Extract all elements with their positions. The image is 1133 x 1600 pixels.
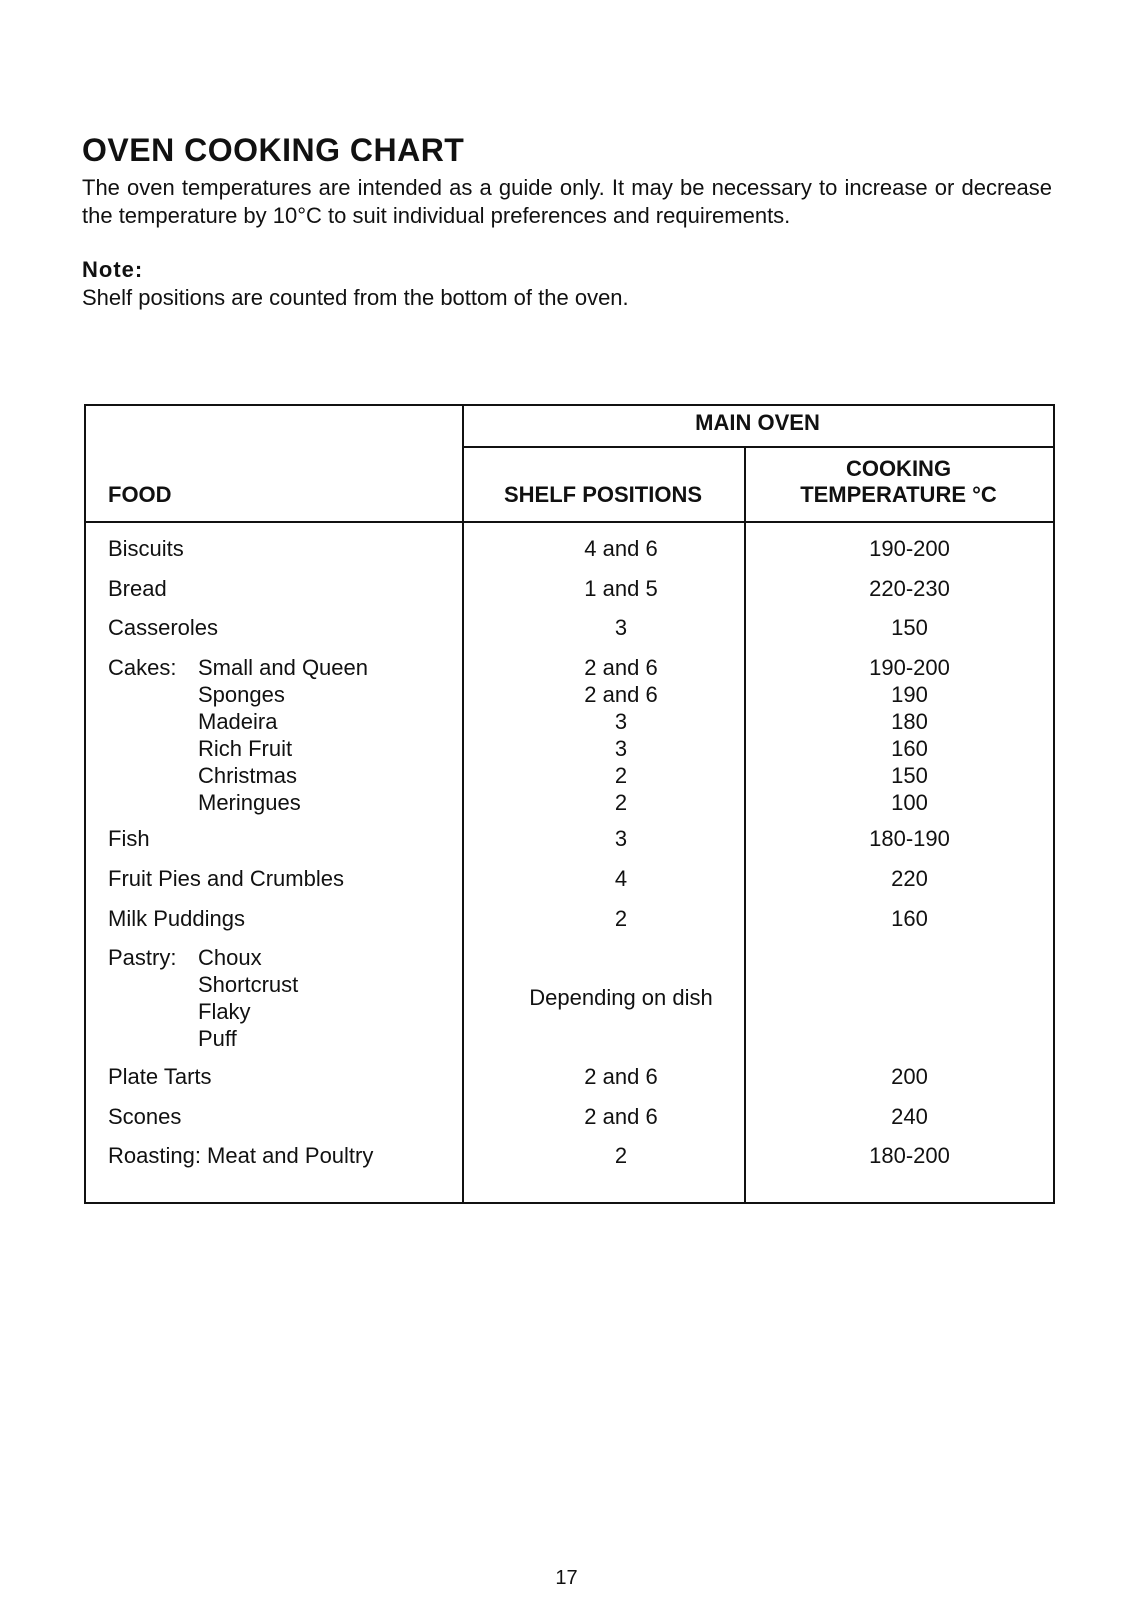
food-cell	[108, 825, 468, 852]
page-number: 17	[555, 1567, 578, 1589]
group-label: Cakes:	[108, 654, 177, 680]
temperature-value: 180-190	[869, 826, 950, 852]
temperature-cell	[766, 535, 1053, 562]
food-name: Sponges	[198, 681, 285, 707]
temperature-value: 180	[891, 708, 928, 734]
food-name: Casseroles	[108, 615, 219, 641]
temperature-cell	[766, 575, 1053, 602]
food-name: Shortcrust	[198, 972, 299, 998]
shelf-value: 2 and 6	[584, 654, 658, 680]
shelf-cell	[476, 654, 766, 816]
food-name: Biscuits	[108, 536, 184, 561]
intro-paragraph: The oven temperatures are intended as a guide only. It may be necessary to increase or decrease the temperature by 10°C to suit individual preferences and requirements.	[82, 175, 1052, 228]
temperature-value: 150	[891, 615, 928, 641]
shelf-cell	[476, 1142, 766, 1169]
temperature-cell	[766, 1063, 1053, 1090]
temperature-value: 160	[891, 735, 928, 761]
shelf-cell	[476, 575, 766, 602]
shelf-value: 3	[614, 826, 628, 852]
temperature-value: 180-200	[869, 1143, 950, 1169]
temperature-value: 220	[891, 866, 928, 891]
shelf-cell	[476, 614, 766, 641]
header-shelf-positions: SHELF POSITIONS	[503, 482, 703, 507]
food-cell	[108, 575, 468, 602]
temperature-value: 150	[891, 762, 928, 788]
food-cell	[108, 614, 468, 641]
food-name: Fish	[108, 826, 150, 852]
group-label: Pastry:	[108, 945, 177, 971]
temperature-cell	[766, 865, 1053, 892]
temperature-cell	[766, 654, 1053, 816]
oven-cooking-table	[84, 404, 1055, 1204]
shelf-cell	[476, 1063, 766, 1090]
temperature-value: 220-230	[869, 575, 950, 601]
shelf-cell	[476, 825, 766, 852]
food-name: Bread	[108, 575, 167, 601]
temperature-cell	[766, 825, 1053, 852]
shelf-value: 1 and 5	[584, 575, 658, 601]
shelf-value: 4 and 6	[584, 536, 658, 561]
shelf-value: 2 and 6	[584, 1103, 658, 1129]
shelf-value: 2 and 6	[584, 1064, 658, 1089]
temperature-value: 100	[891, 789, 928, 815]
note-text: Shelf positions are counted from the bottom of the oven.	[82, 285, 629, 310]
food-name: Choux	[198, 945, 262, 971]
shelf-value: Depending on dish	[529, 984, 713, 1010]
food-name: Plate Tarts	[108, 1064, 212, 1089]
food-cell	[108, 1063, 468, 1090]
temperature-cell	[766, 1142, 1053, 1169]
food-name: Fruit Pies and Crumbles	[108, 866, 344, 891]
shelf-cell	[476, 944, 766, 1011]
shelf-value: 3	[614, 615, 628, 641]
food-name: Milk Puddings	[108, 905, 245, 931]
food-name: Small and Queen	[198, 654, 368, 680]
shelf-cell	[476, 905, 766, 932]
food-name: Madeira	[198, 708, 278, 734]
header-temperature: TEMPERATURE °C	[800, 482, 997, 507]
shelf-value: 2 and 6	[584, 681, 658, 707]
shelf-value: 2	[614, 789, 628, 815]
food-name: Meringues	[198, 789, 301, 815]
temperature-value: 240	[891, 1103, 928, 1129]
temperature-value: 200	[891, 1064, 928, 1089]
food-name: Flaky	[198, 999, 251, 1025]
food-name: Puff	[198, 1026, 237, 1052]
shelf-value: 4	[614, 866, 628, 891]
temperature-value: 190-200	[869, 536, 950, 561]
shelf-value: 3	[614, 708, 628, 734]
header-bottom-rule	[86, 521, 1053, 523]
shelf-cell	[476, 865, 766, 892]
shelf-value: 2	[614, 1143, 628, 1169]
food-cell	[108, 944, 468, 1052]
shelf-value: 2	[614, 762, 628, 788]
temperature-value: 190-200	[869, 654, 950, 680]
header-cooking: COOKING	[845, 456, 952, 481]
food-name: Christmas	[198, 762, 298, 788]
shelf-cell	[476, 1103, 766, 1130]
temperature-cell	[766, 1103, 1053, 1130]
main-oven-underline	[462, 446, 1053, 448]
shelf-value: 3	[614, 735, 628, 761]
food-cell	[108, 654, 468, 816]
page-title: OVEN COOKING CHART	[82, 132, 465, 168]
food-name: Scones	[108, 1103, 182, 1129]
food-cell	[108, 865, 468, 892]
food-cell	[108, 905, 468, 932]
temperature-cell	[766, 905, 1053, 932]
food-name: Roasting: Meat and Poultry	[108, 1143, 374, 1169]
food-cell	[108, 1103, 468, 1130]
note-heading: Note:	[82, 257, 144, 282]
header-main-oven: MAIN OVEN	[695, 410, 820, 435]
temperature-value: 190	[891, 681, 928, 707]
food-cell	[108, 1142, 468, 1169]
header-food: FOOD	[108, 482, 172, 507]
temperature-value: 160	[891, 905, 928, 931]
food-cell	[108, 535, 468, 562]
shelf-value: 2	[614, 905, 628, 931]
food-name: Rich Fruit	[198, 735, 293, 761]
temperature-cell	[766, 614, 1053, 641]
shelf-cell	[476, 535, 766, 562]
